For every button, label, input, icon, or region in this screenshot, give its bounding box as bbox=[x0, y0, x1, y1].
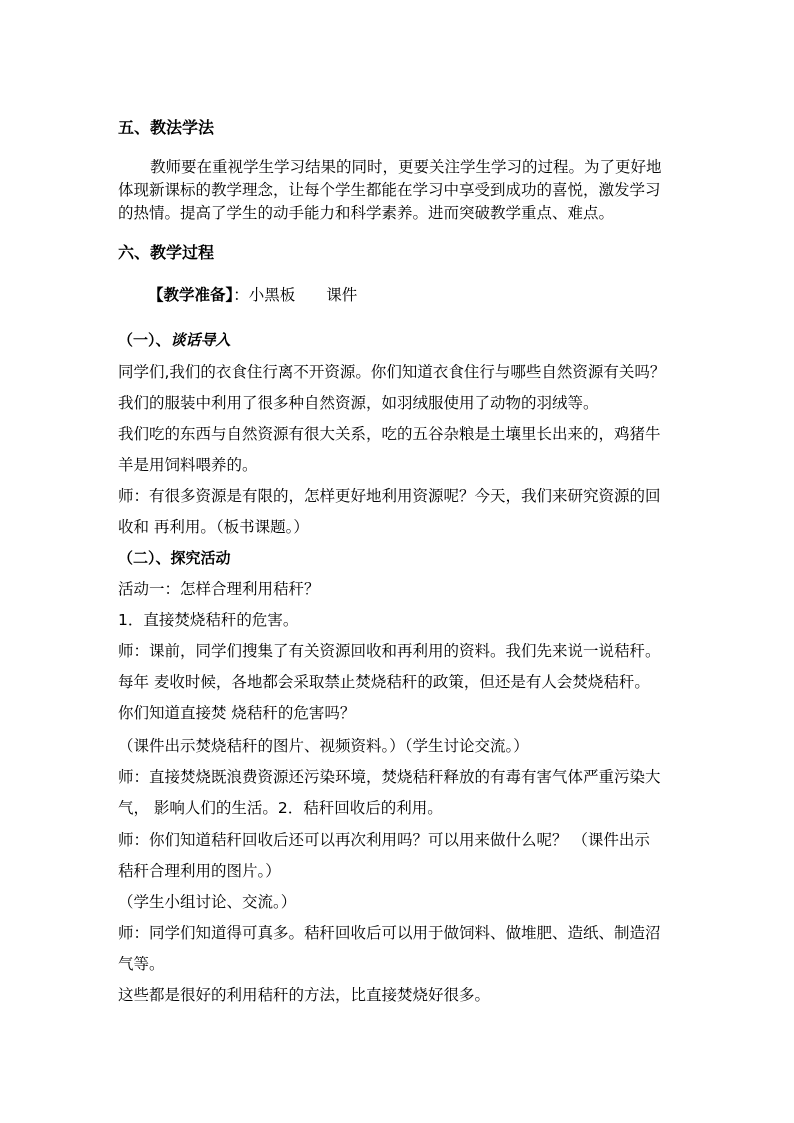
paragraph-line: 教师要在重视学生学习结果的同时，更要关注学生学习的过程。为了更好地 bbox=[150, 158, 662, 176]
part2-title: （二）、探究活动 bbox=[118, 549, 231, 567]
part1-title-text: 谈话导入 bbox=[170, 331, 231, 349]
part1-title-prefix: （一）、 bbox=[118, 331, 171, 349]
body-line: 师：有很多资源是有限的，怎样更好地利用资源呢？今天，我们来研究资源的回 bbox=[118, 487, 661, 505]
body-line: 气， 影响人们的生活。2．秸秆回收后的利用。 bbox=[118, 799, 443, 817]
body-line: 气等。 bbox=[118, 955, 165, 973]
body-line: 师：课前，同学们搜集了有关资源回收和再利用的资料。我们先来说一说秸秆。 bbox=[118, 642, 661, 660]
body-line: 1．直接焚烧秸秆的危害。 bbox=[118, 611, 299, 629]
body-line: 我们吃的东西与自然资源有很大关系，吃的五谷杂粮是土壤里长出来的，鸡猪牛 bbox=[118, 425, 661, 443]
body-line: 羊是用饲料喂养的。 bbox=[118, 456, 258, 474]
body-line: 师：你们知道秸秆回收后还可以再次利用吗？可以用来做什么呢？ （课件出示 bbox=[118, 831, 650, 849]
teaching-preparation-value: ：小黑板 课件 bbox=[233, 286, 358, 304]
teaching-preparation bbox=[148, 285, 718, 305]
body-line: （学生小组讨论、交流。） bbox=[118, 893, 297, 911]
body-line: 同学们,我们的衣食住行离不开资源。你们知道衣食住行与哪些自然资源有关吗？ bbox=[118, 363, 666, 381]
body-line: 你们知道直接焚 烧秸秆的危害吗？ bbox=[118, 704, 356, 722]
body-line: 师：直接焚烧既浪费资源还污染环境，焚烧秸秆释放的有毒有害气体严重污染大 bbox=[118, 768, 661, 786]
paragraph-line: 的热情。提高了学生的动手能力和科学素养。进而突破教学重点、难点。 bbox=[118, 204, 615, 222]
body-line: 我们的服装中利用了很多种自然资源，如羽绒服使用了动物的羽绒等。 bbox=[118, 394, 599, 412]
body-line: （课件出示焚烧秸秆的图片、视频资料。）（学生讨论交流。） bbox=[118, 737, 529, 755]
part1-title bbox=[118, 330, 688, 350]
body-line: 秸秆合理利用的图片。） bbox=[118, 862, 281, 880]
body-line: 这些都是很好的利用秸秆的方法，比直接焚烧好很多。 bbox=[118, 986, 491, 1004]
body-line: 收和 再利用。（板书课题。） bbox=[118, 518, 309, 536]
section-heading-teaching-process: 六、教学过程 bbox=[118, 243, 215, 262]
paragraph-line: 体现新课标的教学理念，让每个学生都能在学习中享受到成功的喜悦，激发学习 bbox=[118, 181, 661, 199]
body-line: 活动一：怎样合理利用秸秆？ bbox=[118, 580, 320, 598]
body-line: 每年 麦收时候，各地都会采取禁止焚烧秸秆的政策，但还是有人会焚烧秸秆。 bbox=[118, 673, 650, 691]
section-heading-teaching-methods: 五、教法学法 bbox=[118, 118, 215, 137]
body-line: 师：同学们知道得可真多。秸秆回收后可以用于做饲料、做堆肥、造纸、制造沼 bbox=[118, 924, 661, 942]
teaching-preparation-label: 【教学准备】 bbox=[148, 286, 234, 304]
